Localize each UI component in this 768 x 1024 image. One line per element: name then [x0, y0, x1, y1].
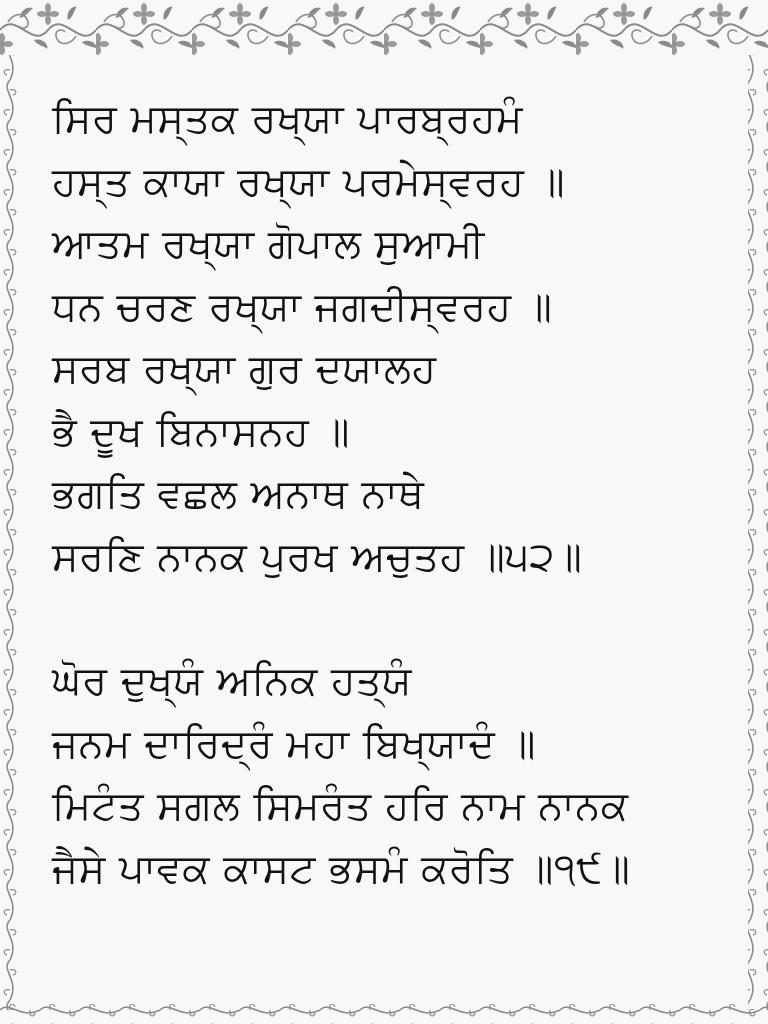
verse-line: ਸਰਣਿ ਨਾਨਕ ਪੁਰਖ ਅਚੁਤਹ ॥੫੨॥	[52, 533, 583, 580]
stanza	[52, 650, 752, 900]
stanza	[52, 88, 752, 588]
verse-line: ਸਰਬ ਰਖ੍ਯਾ ਗੁਰ ਦਯਾਲਹ	[52, 346, 437, 392]
verse-line: ਆਤਮ ਰਖ੍ਯਾ ਗੋਪਾਲ ਸੁਆਮੀ	[52, 221, 485, 267]
verse-line: ਸਿਰ ਮਸ੍ਤਕ ਰਖ੍ਯਾ ਪਾਰਬ੍ਰਹਮੰ	[52, 96, 523, 142]
verse-line: ਹਸ੍ਤ ਕਾਯਾ ਰਖ੍ਯਾ ਪਰਮੇਸ੍ਵਰਹ ॥	[52, 158, 566, 205]
verse-line: ਮਿਟੰਤ ਸਗਲ ਸਿਮਰੰਤ ਹਰਿ ਨਾਮ ਨਾਨਕ	[52, 783, 629, 829]
verse-line: ਧਨ ਚਰਣ ਰਖ੍ਯਾ ਜਗਦੀਸ੍ਵਰਹ ॥	[52, 283, 553, 330]
verse-line: ਘੋਰ ਦੁਖ੍ਯੰ ਅਨਿਕ ਹਤ੍ਯੰ	[52, 658, 412, 704]
verse-line: ਭਗਤਿ ਵਛਲ ਅਨਾਥ ਨਾਥੇ	[52, 471, 425, 517]
stanza-divider	[52, 588, 752, 650]
verse-line: ਜਨਮ ਦਾਰਿਦ੍ਰੰ ਮਹਾ ਬਿਖ੍ਯਾਦੰ ॥	[52, 720, 536, 767]
verse-text-block	[52, 88, 752, 900]
verse-line: ਭੈ ਦੂਖ ਬਿਨਾਸਨਹ ॥	[52, 408, 350, 455]
verse-line: ਜੈਸੇ ਪਾਵਕ ਕਾਸਟ ਭਸਮੰ ਕਰੋਤਿ ॥੧੯॥	[52, 845, 631, 892]
